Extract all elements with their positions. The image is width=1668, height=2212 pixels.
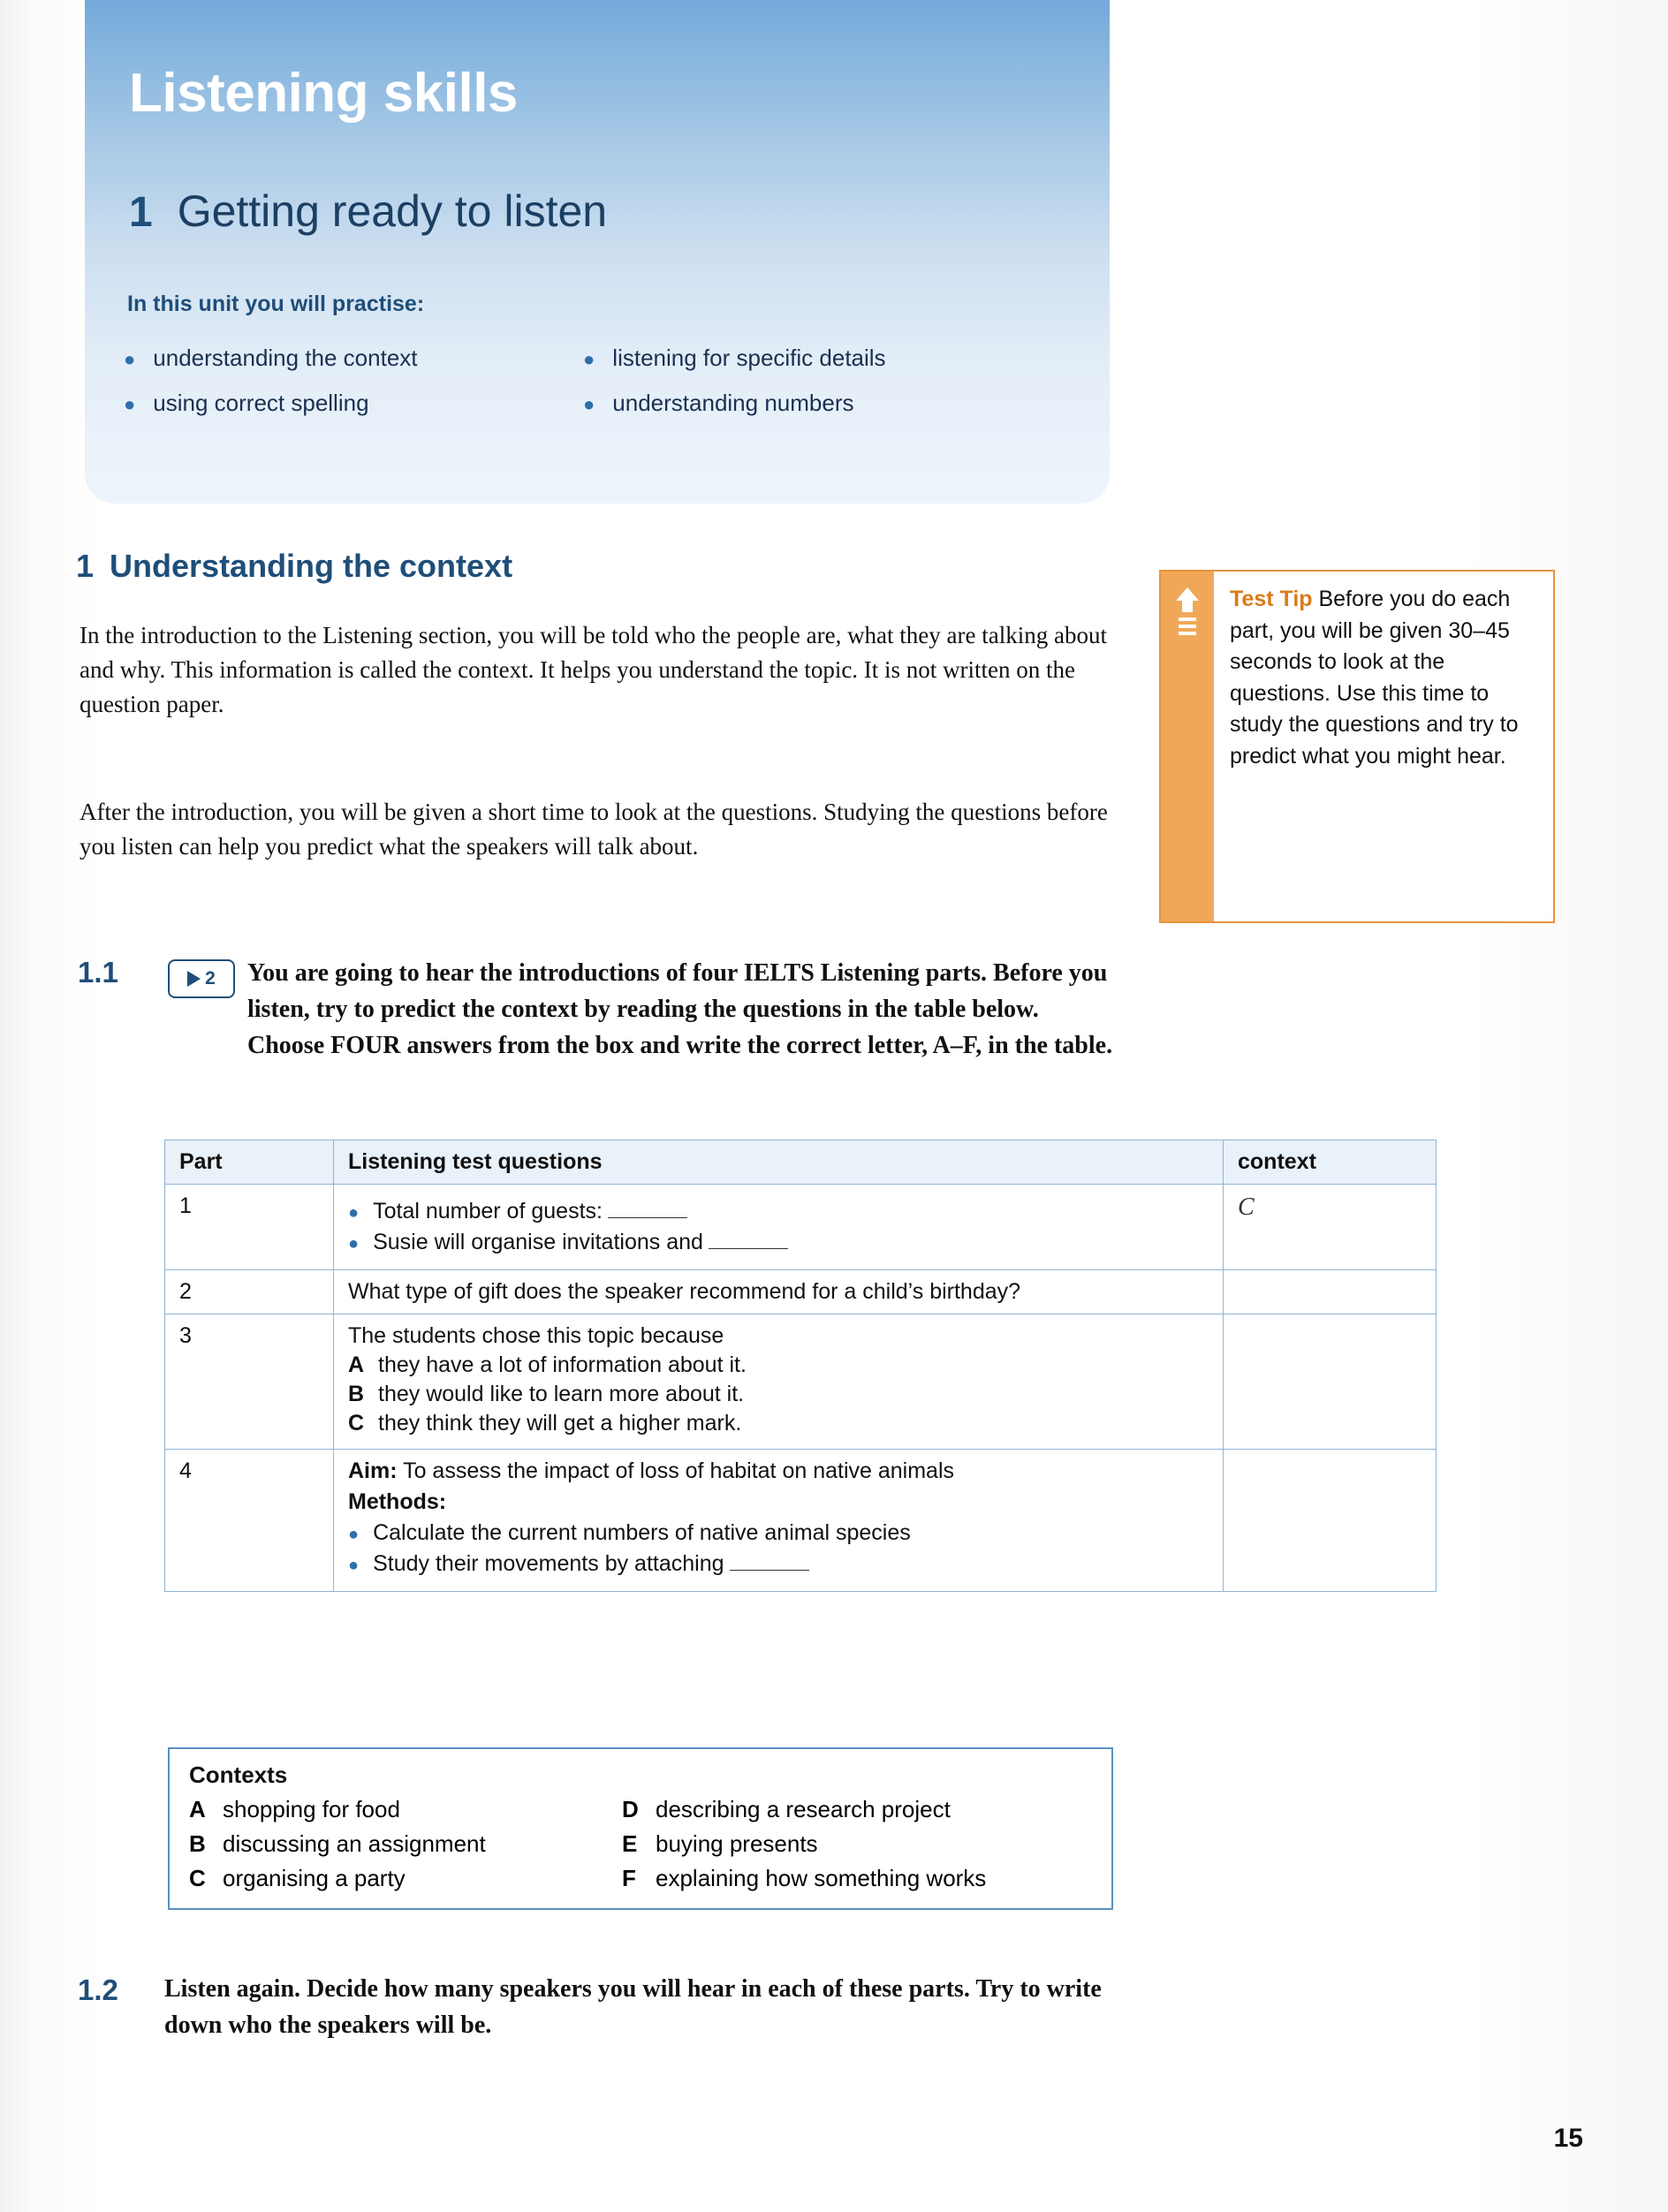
option-a: [348, 1352, 1209, 1378]
section-number: 1: [76, 548, 95, 584]
list-item-label: Study their movements by attaching: [373, 1551, 724, 1576]
column-header-context: context: [1224, 1140, 1437, 1185]
cell-part: 1: [165, 1185, 334, 1270]
list-item: [348, 1551, 1209, 1577]
option-text: they would like to learn more about it.: [378, 1382, 745, 1406]
list-item: [348, 1520, 1209, 1546]
aim-line: [348, 1458, 1209, 1484]
list-item: [348, 1230, 1209, 1255]
exercise-1-2-number: 1.2: [78, 1973, 118, 2006]
practise-list: [124, 345, 1016, 417]
context-option-b: [189, 1830, 622, 1858]
page-title: Listening skills: [129, 63, 518, 124]
contexts-grid: [189, 1796, 1092, 1892]
cell-questions: [334, 1450, 1224, 1592]
cell-context[interactable]: [1224, 1450, 1437, 1592]
answer-blank[interactable]: [709, 1231, 788, 1249]
context-option-c: [189, 1865, 622, 1892]
methods-label: Methods:: [348, 1489, 447, 1514]
page-number: 15: [1553, 2124, 1583, 2153]
table-row: [165, 1185, 1437, 1270]
option-letter: E: [622, 1830, 638, 1857]
test-tip-text: [1230, 584, 1541, 772]
unit-heading: [129, 186, 607, 237]
option-letter: A: [189, 1796, 206, 1822]
bullet-icon: ●: [348, 1234, 360, 1254]
list-item-label: using correct spelling: [153, 390, 369, 416]
list-item: [583, 345, 1007, 372]
bullet-icon: ●: [124, 393, 136, 415]
list-item: [583, 390, 1007, 417]
option-letter: D: [622, 1796, 639, 1822]
option-letter: F: [622, 1865, 636, 1891]
upload-arrow-icon: [1173, 586, 1202, 639]
option-text: describing a research project: [656, 1796, 951, 1822]
bullet-icon: ●: [583, 393, 595, 415]
context-answer: C: [1238, 1193, 1255, 1221]
exercise-1-1-instruction: You are going to hear the introductions of four IELTS Listening parts. Before you listen, try to predict the context by reading the questions in the table below. Choose FOUR answers from the box and write the correct letter, A–F, in the table.: [247, 959, 1113, 1059]
test-tip-body: Before you do each part, you will be given 30–45 seconds to look at the questions. Use this time to study the questions and try to predict what you might hear.: [1230, 587, 1519, 769]
audio-track-number: 2: [205, 968, 216, 989]
question-stem: The students chose this topic because: [348, 1323, 724, 1348]
list-item: [124, 390, 583, 417]
section-paragraph-1: In the introduction to the Listening section, you will be told who the people are, what they are talking about and why. This information is called the context. It helps you understand the topic. It is not written on the question paper.: [80, 622, 1107, 718]
cell-questions: What type of gift does the speaker recommend for a child’s birthday?: [334, 1270, 1224, 1314]
section-paragraph-2: After the introduction, you will be given a short time to look at the questions. Studying the questions before you listen can help you predict what the speakers will talk about.: [80, 799, 1108, 860]
answer-blank[interactable]: [608, 1200, 687, 1218]
column-header-questions: Listening test questions: [334, 1140, 1224, 1185]
bullet-icon: ●: [124, 348, 136, 370]
option-b: [348, 1382, 1209, 1407]
bullet-icon: ●: [348, 1203, 360, 1223]
option-text: organising a party: [223, 1865, 406, 1891]
practise-heading: In this unit you will practise:: [127, 292, 425, 316]
contexts-title: Contexts: [189, 1761, 288, 1788]
listening-parts-table: [164, 1140, 1437, 1592]
list-item: [348, 1199, 1209, 1224]
context-option-f: [622, 1865, 1099, 1892]
cell-questions: [334, 1314, 1224, 1450]
test-tip-box: [1159, 570, 1555, 923]
test-tip-label: Test Tip: [1230, 587, 1313, 611]
option-c: [348, 1411, 1209, 1436]
cell-context[interactable]: [1224, 1185, 1437, 1270]
option-text: discussing an assignment: [223, 1830, 486, 1857]
contexts-box: [168, 1747, 1113, 1910]
table-row: [165, 1270, 1437, 1314]
list-item-label: Calculate the current numbers of native animal species: [373, 1520, 911, 1545]
play-icon: [187, 971, 201, 987]
table-row: [165, 1314, 1437, 1450]
column-header-part: Part: [165, 1140, 334, 1185]
audio-track-button[interactable]: [168, 959, 235, 998]
list-item-label: understanding numbers: [612, 390, 854, 416]
cell-context[interactable]: [1224, 1314, 1437, 1450]
table-row: [165, 1450, 1437, 1592]
option-text: buying presents: [656, 1830, 818, 1857]
bullet-icon: ●: [348, 1525, 360, 1544]
list-item: [124, 345, 583, 372]
cell-questions: [334, 1185, 1224, 1270]
context-option-e: [622, 1830, 1099, 1858]
option-text: explaining how something works: [656, 1865, 987, 1891]
unit-title: Getting ready to listen: [177, 186, 608, 236]
aim-label: Aim:: [348, 1458, 398, 1483]
answer-blank[interactable]: [730, 1552, 809, 1571]
option-letter: A: [348, 1352, 365, 1377]
table-header-row: [165, 1140, 1437, 1185]
exercise-1-1-number: 1.1: [78, 956, 118, 989]
cell-part: 3: [165, 1314, 334, 1450]
cell-part: 4: [165, 1450, 334, 1592]
cell-context[interactable]: [1224, 1270, 1437, 1314]
context-option-d: [622, 1796, 1099, 1823]
option-letter: B: [189, 1830, 206, 1857]
list-item-label: Susie will organise invitations and: [373, 1230, 703, 1254]
option-letter: B: [348, 1382, 365, 1406]
option-letter: C: [348, 1411, 365, 1436]
cell-part: 2: [165, 1270, 334, 1314]
section-title: Understanding the context: [110, 548, 513, 584]
test-tip-accent-bar: [1161, 572, 1214, 921]
option-text: they have a lot of information about it.: [378, 1352, 747, 1377]
section-heading: [76, 548, 512, 585]
aim-text: To assess the impact of loss of habitat on native animals: [403, 1458, 955, 1483]
exercise-1-2-instruction: Listen again. Decide how many speakers you will hear in each of these parts. Try to write down who the speakers will be.: [164, 1975, 1102, 2039]
bullet-icon: ●: [348, 1556, 360, 1575]
bullet-icon: ●: [583, 348, 595, 370]
list-item-label: listening for specific details: [612, 345, 886, 371]
list-item-label: Total number of guests:: [373, 1199, 603, 1223]
unit-number: 1: [129, 189, 153, 236]
option-letter: C: [189, 1865, 206, 1891]
option-text: they think they will get a higher mark.: [378, 1411, 742, 1436]
list-item-label: understanding the context: [153, 345, 418, 371]
option-text: shopping for food: [223, 1796, 400, 1822]
context-option-a: [189, 1796, 622, 1823]
